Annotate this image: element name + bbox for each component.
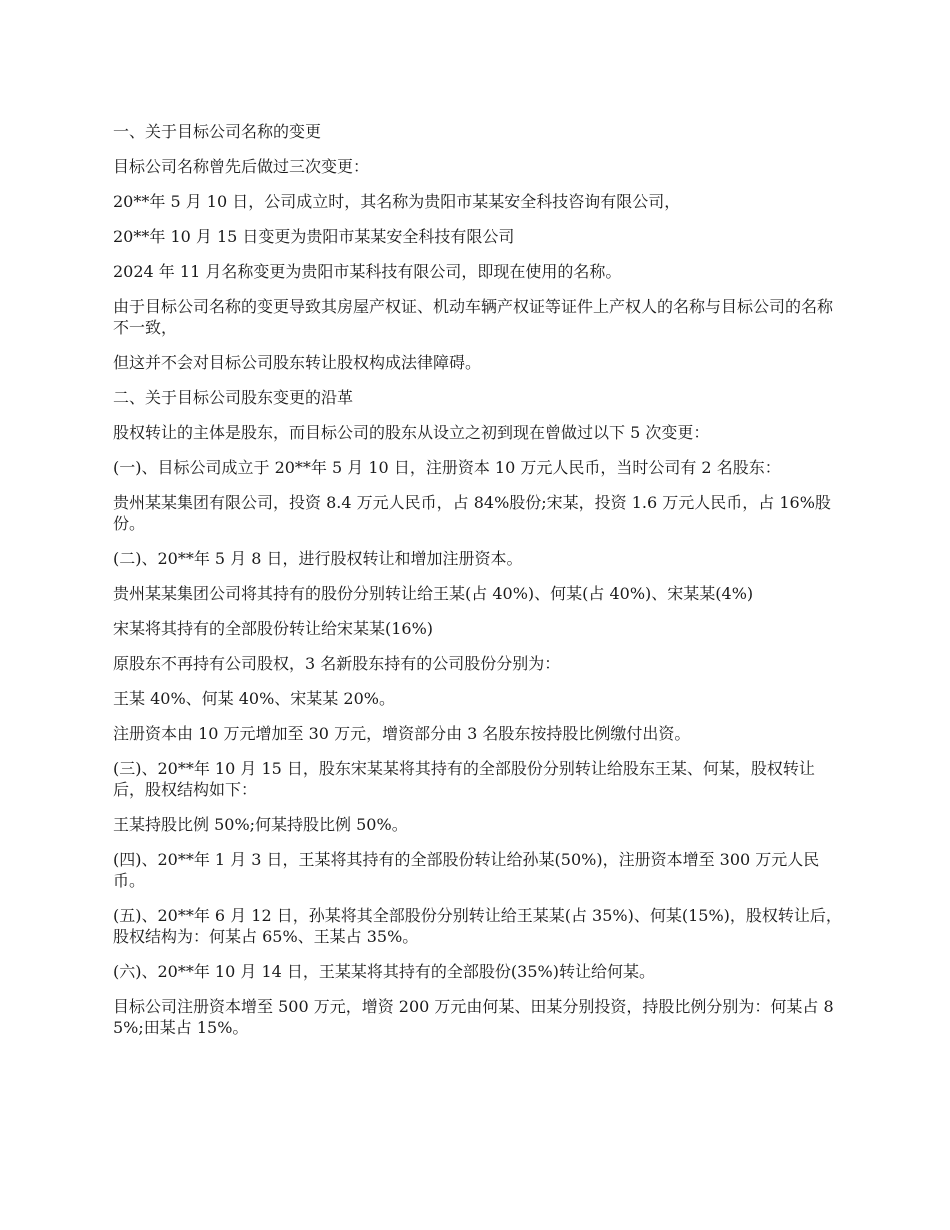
paragraph: 王某 40%、何某 40%、宋某某 20%。 xyxy=(113,689,395,708)
paragraph: 2024 年 11 月名称变更为贵阳市某科技有限公司，即现在使用的名称。 xyxy=(113,262,622,281)
section-heading-shareholder-changes: 二、关于目标公司股东变更的沿革 xyxy=(113,388,354,407)
paragraph: 原股东不再持有公司股权，3 名新股东持有的公司股份分别为： xyxy=(113,654,561,673)
paragraph: 宋某将其持有的全部股份转让给宋某某(16%) xyxy=(113,619,434,638)
paragraph: 目标公司名称曾先后做过三次变更： xyxy=(113,157,370,176)
paragraph: 但这并不会对目标公司股东转让股权构成法律障碍。 xyxy=(113,353,482,372)
paragraph: (三)、20**年 10 月 15 日，股东宋某某将其持有的全部股份分别转让给股东王某、何某，股权转让后，股权结构如下： xyxy=(113,759,815,799)
paragraph: (五)、20**年 6 月 12 日，孙某将其全部股份分别转让给王某某(占 35%)、何某(15%)，股权转让后，股权结构为：何某占 65%、王某占 35%。 xyxy=(113,906,842,946)
paragraph: 20**年 5 月 10 日，公司成立时，其名称为贵阳市某某安全科技咨询有限公司， xyxy=(113,192,681,211)
paragraph: (一)、目标公司成立于 20**年 5 月 10 日，注册资本 10 万元人民币，当时公司有 2 名股东： xyxy=(113,458,781,477)
paragraph: 王某持股比例 50%;何某持股比例 50%。 xyxy=(113,815,408,834)
paragraph: (二)、20**年 5 月 8 日，进行股权转让和增加注册资本。 xyxy=(113,549,523,568)
paragraph: (六)、20**年 10 月 14 日，王某某将其持有的全部股份(35%)转让给何某。 xyxy=(113,962,655,981)
paragraph: (四)、20**年 1 月 3 日，王某将其持有的全部股份转让给孙某(50%)，注册资本增至 300 万元人民币。 xyxy=(113,850,820,890)
paragraph: 20**年 10 月 15 日变更为贵阳市某某安全科技有限公司 xyxy=(113,227,515,246)
paragraph: 目标公司注册资本增至 500 万元，增资 200 万元由何某、田某分别投资，持股比例分别为：何某占 85%;田某占 15%。 xyxy=(113,997,834,1037)
paragraph: 贵州某某集团有限公司，投资 8.4 万元人民币，占 84%股份;宋某，投资 1.6 万元人民币，占 16%股份。 xyxy=(113,493,831,533)
section-heading-name-change: 一、关于目标公司名称的变更 xyxy=(113,122,322,141)
paragraph: 由于目标公司名称的变更导致其房屋产权证、机动车辆产权证等证件上产权人的名称与目标公司的名称不一致， xyxy=(113,297,834,337)
paragraph: 股权转让的主体是股东，而目标公司的股东从设立之初到现在曾做过以下 5 次变更： xyxy=(113,423,710,442)
paragraph: 贵州某某集团公司将其持有的股份分别转让给王某(占 40%)、何某(占 40%)、宋某某(4%) xyxy=(113,584,754,603)
paragraph: 注册资本由 10 万元增加至 30 万元，增资部分由 3 名股东按持股比例缴付出资。 xyxy=(113,724,691,743)
document-body xyxy=(113,121,843,1052)
